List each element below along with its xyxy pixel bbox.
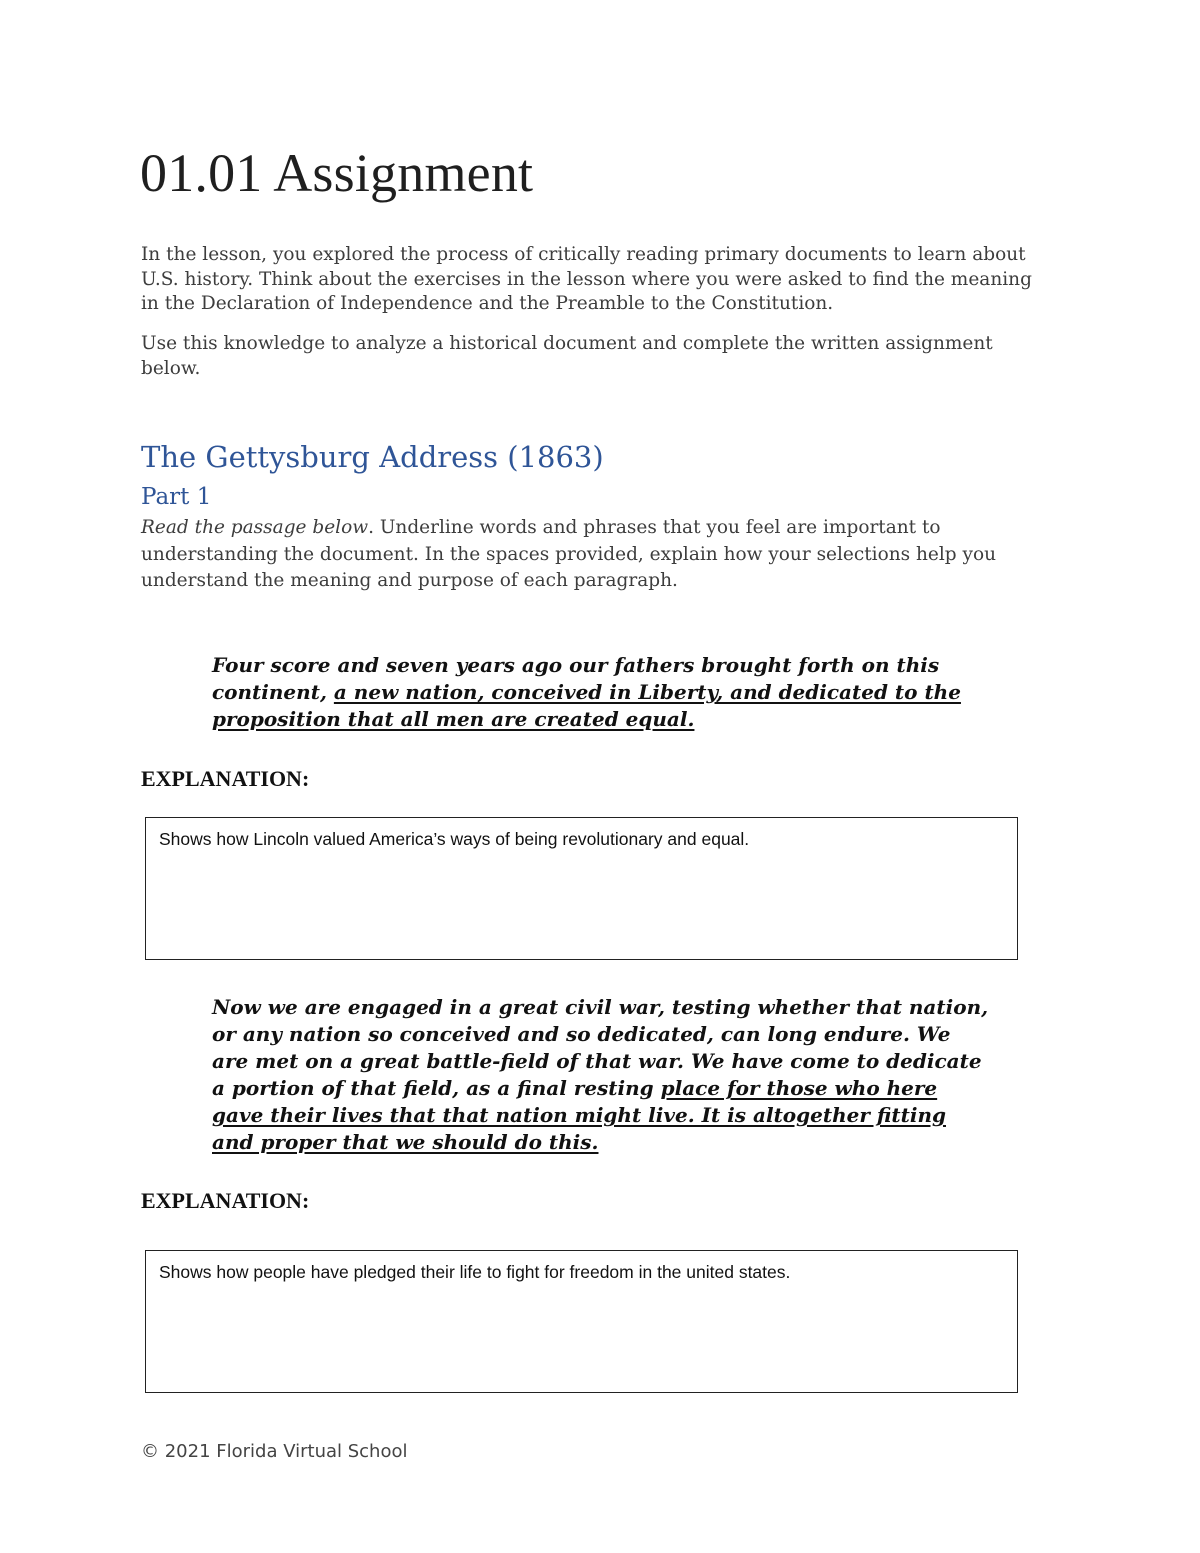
part-heading: Part 1 — [141, 484, 212, 510]
intro-paragraph: Use this knowledge to analyze a historical document and complete the written assignment below. — [141, 333, 993, 379]
explanation-label: EXPLANATION: — [141, 1188, 310, 1213]
page-title: 01.01 Assignment — [140, 143, 534, 203]
section-heading: The Gettysburg Address (1863) — [141, 440, 604, 474]
passage-quote — [212, 652, 992, 733]
instructions-rest: . Underline words and phrases that you feel are important to understanding the document. In the spaces provided, explain how your selections help you understand the meaning and purpose of each paragraph. — [141, 517, 997, 591]
instructions — [141, 515, 1041, 595]
explanation-answer-text[interactable]: Shows how people have pledged their life to fight for freedom in the united states. — [159, 1262, 791, 1282]
explanation-answer-text[interactable]: Shows how Lincoln valued America’s ways of being revolutionary and equal. — [159, 829, 750, 849]
intro-paragraph: In the lesson, you explored the process of critically reading primary documents to learn about U.S. history. Think about the exercises in the lesson where you were asked to find the meaning in the Declaration of Independence and the Preamble to the Constitution. — [141, 244, 1032, 314]
passage-underlined-text: place for those who here gave their lives that that nation might live. It is altogether fitting and proper that we should do this. — [212, 1076, 946, 1154]
explanation-label: EXPLANATION: — [141, 766, 310, 791]
passage-plain-text: Four score and seven years ago our fathers brought forth on this continent, — [212, 653, 940, 704]
passage-quote — [212, 994, 992, 1156]
passage-plain-text: Now we are engaged in a great civil war, testing whether that nation, or any nation so conceived and so dedicated, can long endure. We are met on a great battle-field of that war. We have come to dedicate a portion of that field, as a final resting — [212, 995, 989, 1100]
explanation-answer-box[interactable] — [145, 817, 1018, 960]
passage-underlined-text: a new nation, conceived in Liberty, and dedicated to the proposition that all men are created equal. — [212, 680, 961, 731]
explanation-answer-box[interactable] — [145, 1250, 1018, 1393]
instructions-lead: Read the passage below — [141, 517, 369, 538]
copyright-footer: © 2021 Florida Virtual School — [141, 1441, 408, 1462]
